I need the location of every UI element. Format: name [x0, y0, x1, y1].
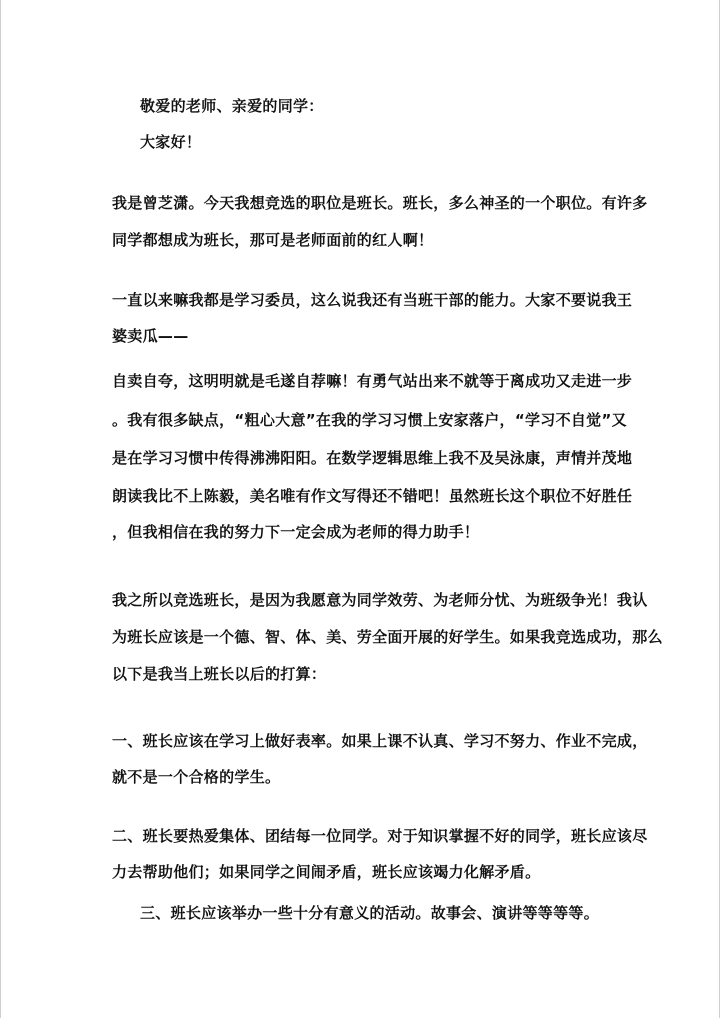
paragraph-line: 。我有很多缺点，“粗心大意”在我的学习习惯上安家落户，“学习不自觉”又 — [112, 411, 627, 429]
page-left-border — [0, 0, 1, 1018]
greeting: 大家好！ — [140, 133, 202, 151]
paragraph-line: 一直以来嘛我都是学习委员，这么说我还有当班干部的能力。大家不要说我王 — [112, 291, 633, 309]
paragraph-line: 自卖自夸，这明明就是毛遂自荐嘛！有勇气站出来不就等于离成功又走进一步 — [112, 372, 633, 390]
plan-item-2: 二、班长要热爱集体、团结每一位同学。对于知识掌握不好的同学，班长应该尽 — [112, 827, 648, 845]
paragraph-line: ，但我相信在我的努力下一定会成为老师的得力助手！ — [112, 523, 480, 541]
paragraph-line: 朗读我比不上陈毅，美名唯有作文写得还不错吧！虽然班长这个职位不好胜任 — [112, 487, 633, 505]
paragraph-line: 我之所以竞选班长，是因为我愿意为同学效劳、为老师分忧、为班级争光！我认 — [112, 591, 648, 609]
paragraph-line: 我是曾芝潇。今天我想竞选的职位是班长。班长，多么神圣的一个职位。有许多 — [112, 194, 648, 212]
salutation: 敬爱的老师、亲爱的同学： — [140, 97, 324, 115]
paragraph-line: 就不是一个合格的学生。 — [112, 768, 281, 786]
plan-item-3: 三、班长应该举办一些十分有意义的活动。故事会、演讲等等等等。 — [140, 904, 600, 922]
paragraph-line: 以下是我当上班长以后的打算： — [112, 665, 327, 683]
plan-item-1: 一、班长应该在学习上做好表率。如果上课不认真、学习不努力、作业不完成， — [112, 732, 648, 750]
paragraph-line: 是在学习习惯中传得沸沸阳阳。在数学逻辑思维上我不及吴泳康，声情并茂地 — [112, 449, 633, 467]
paragraph-line: 力去帮助他们；如果同学之间闹矛盾，班长应该竭力化解矛盾。 — [112, 863, 541, 881]
paragraph-line: 婆卖瓜—— — [112, 327, 189, 345]
paragraph-line: 同学都想成为班长，那可是老师面前的红人啊！ — [112, 231, 434, 249]
paragraph-line: 为班长应该是一个德、智、体、美、劳全面开展的好学生。如果我竞选成功，那么 — [112, 628, 663, 646]
